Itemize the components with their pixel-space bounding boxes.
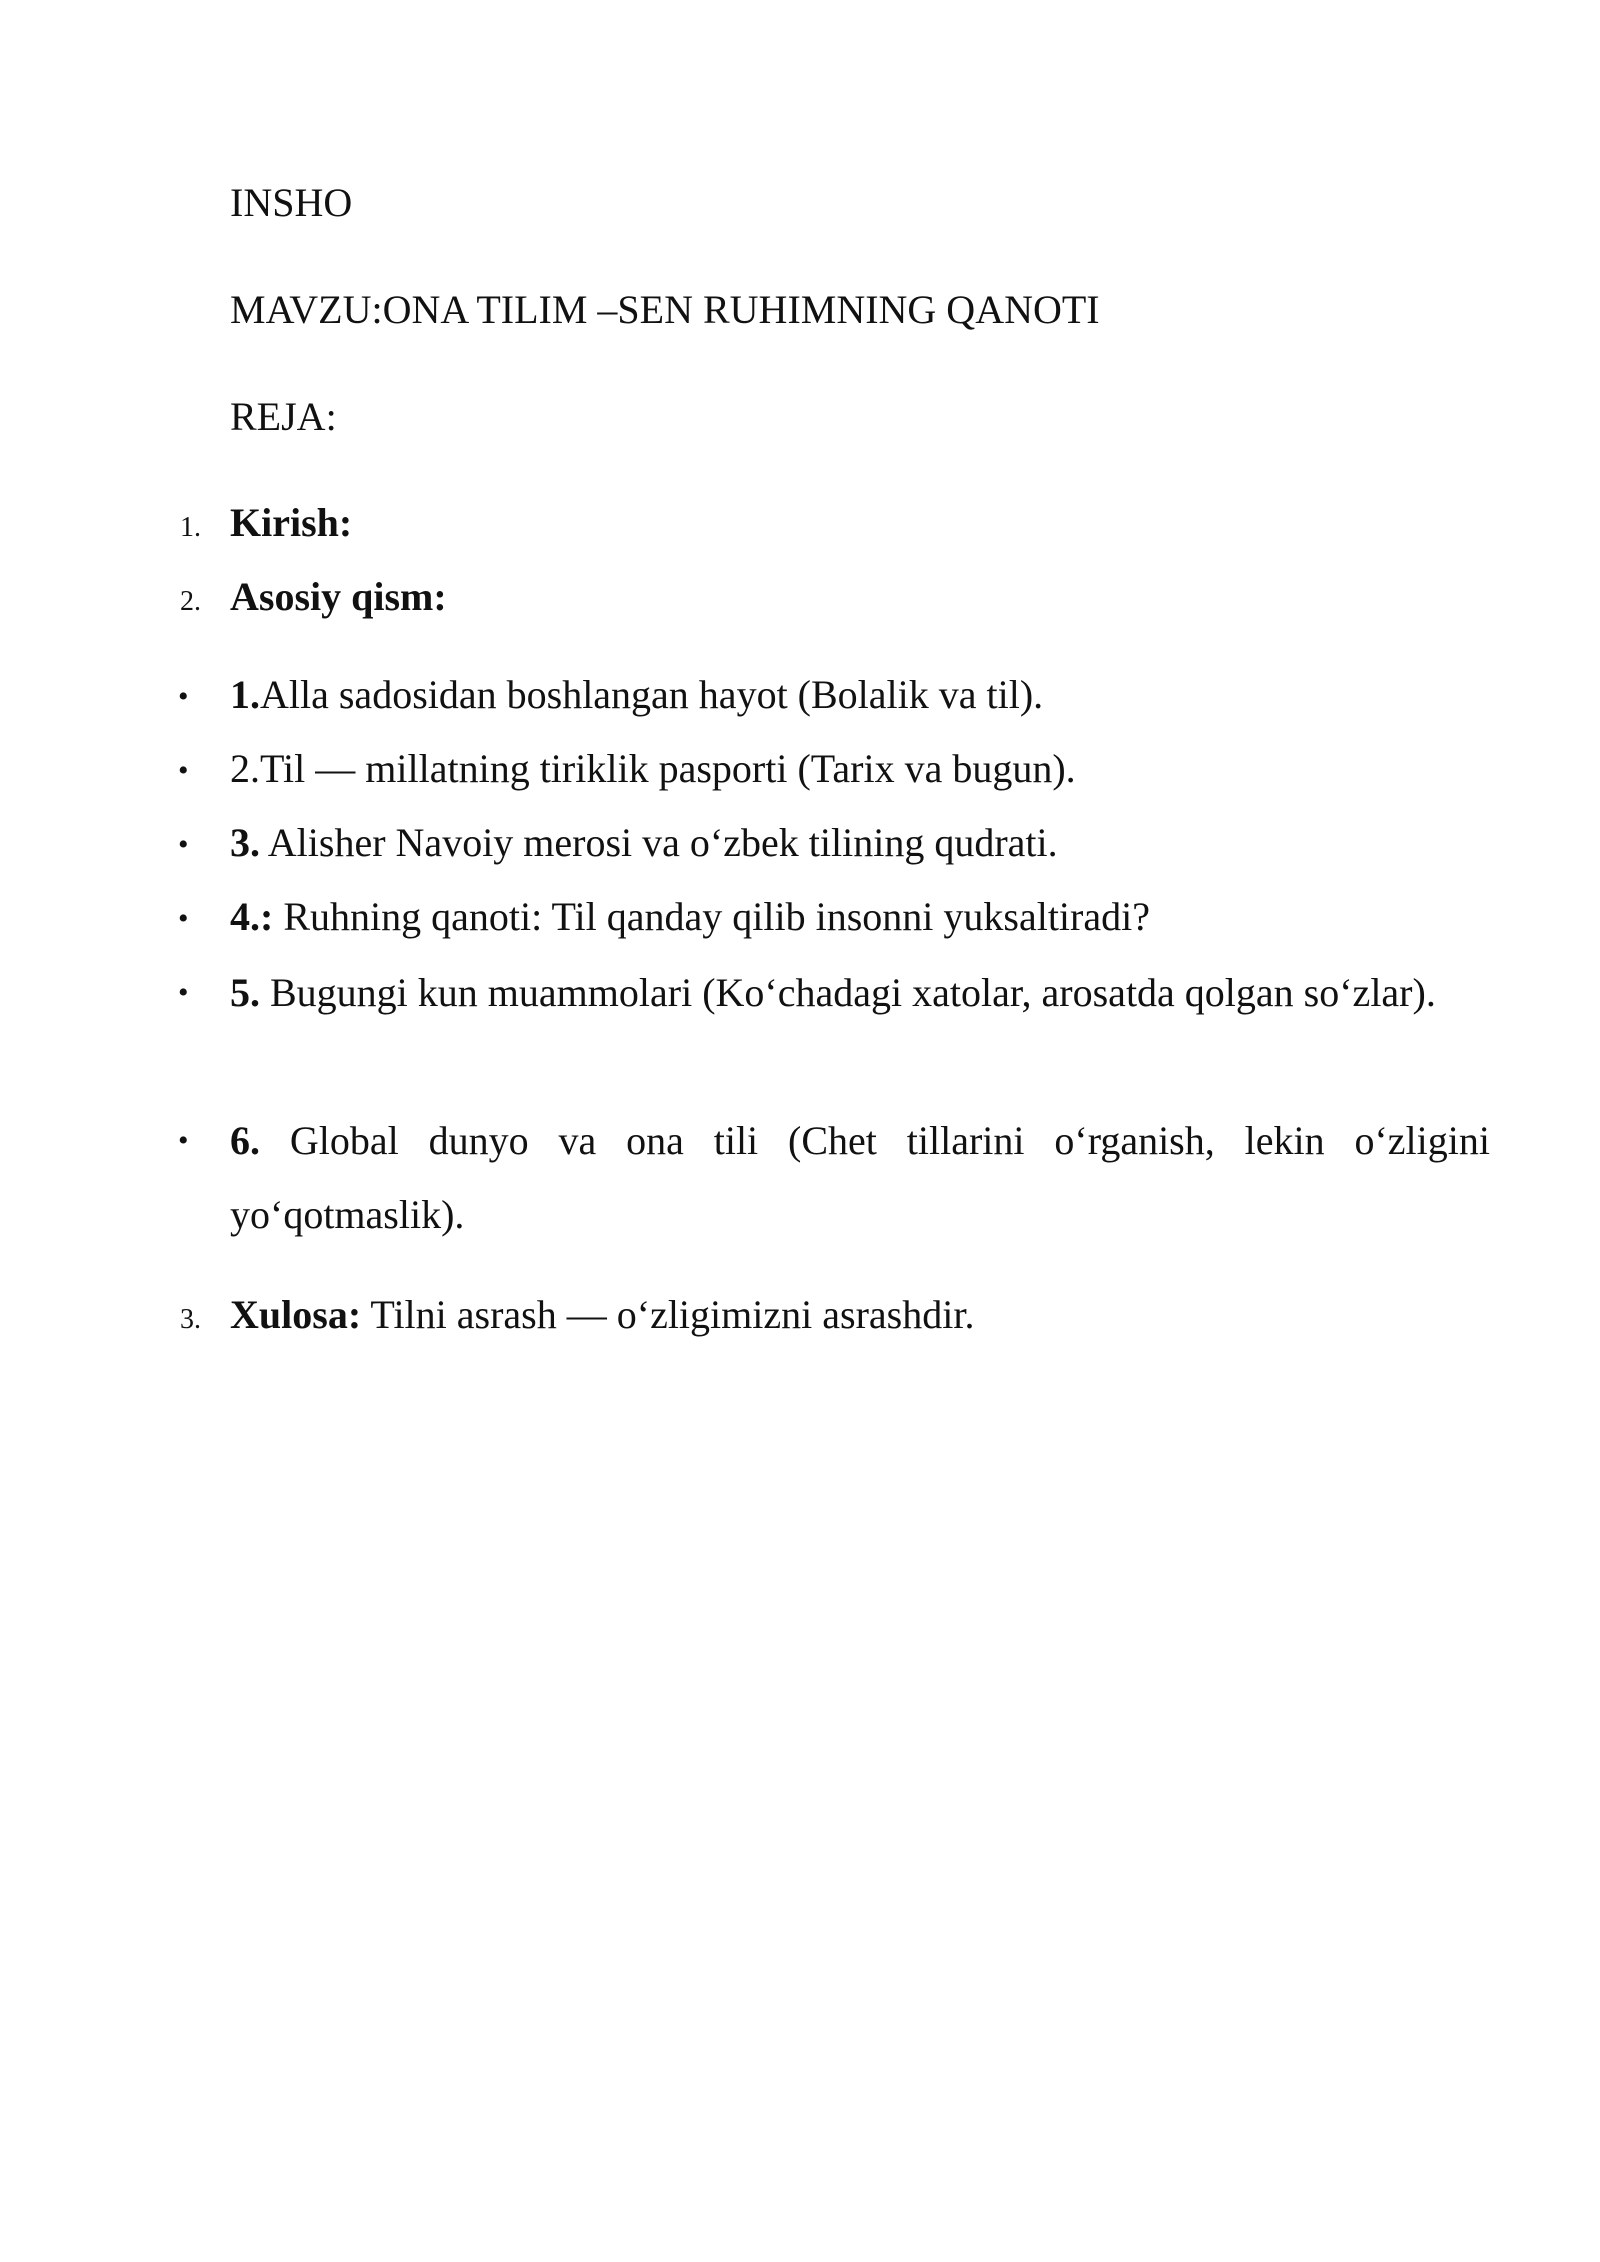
sub-item [230,671,1043,719]
topic-line: MAVZU:ONA TILIM –SEN RUHIMNING QANOTI [230,287,1100,332]
sub-item-number: 4.: [230,894,274,939]
list-item-label: Xulosa: [230,1292,362,1337]
sub-item [230,745,1076,793]
sub-item-text: Alla sadosidan boshlangan hayot (Bolalik va til). [260,672,1044,717]
list-item-label: Asosiy qism: [230,574,447,619]
sub-item [230,819,1058,867]
bullet-marker: • [178,976,189,1009]
plan-heading: REJA: [230,394,337,439]
list-item-conclusion [230,1291,974,1339]
sub-item-text: Bugungi kun muammolari (Ko‘chadagi xatolar, arosatda qolgan so‘zlar). [260,970,1436,1015]
sub-item-text: Global dunyo va ona tili (Chet tillarini o‘rganish, lekin o‘zligini yo‘qotmaslik). [230,1118,1490,1237]
sub-item-number: 1. [230,672,260,717]
sub-item [230,1104,1490,1252]
sub-item-number: 3. [230,820,260,865]
list-item-text: Tilni asrash — o‘zligimizni asrashdir. [361,1292,975,1337]
bullet-marker: • [178,902,189,935]
bullet-marker: • [178,754,189,787]
list-item-label: Kirish: [230,500,353,545]
bullet-marker: • [178,828,189,861]
document-title: INSHO [230,180,353,225]
sub-item-text: Ruhning qanoti: Til qanday qilib insonni yuksaltiradi? [273,894,1150,939]
bullet-marker: • [178,1124,189,1157]
sub-item-text: 2.Til — millatning tiriklik pasporti (Tarix va bugun). [230,746,1076,791]
list-item-intro [230,499,352,547]
list-item-main-part [230,573,447,621]
list-number: 3. [180,1304,201,1335]
list-number: 1. [180,512,201,543]
list-number: 2. [180,586,201,617]
sub-item-text: Alisher Navoiy merosi va o‘zbek tilining qudrati. [260,820,1058,865]
sub-item [230,956,1490,1030]
bullet-marker: • [178,680,189,713]
sub-item [230,893,1150,941]
sub-item-number: 5. [230,970,260,1015]
sub-item-number: 6. [230,1118,260,1163]
